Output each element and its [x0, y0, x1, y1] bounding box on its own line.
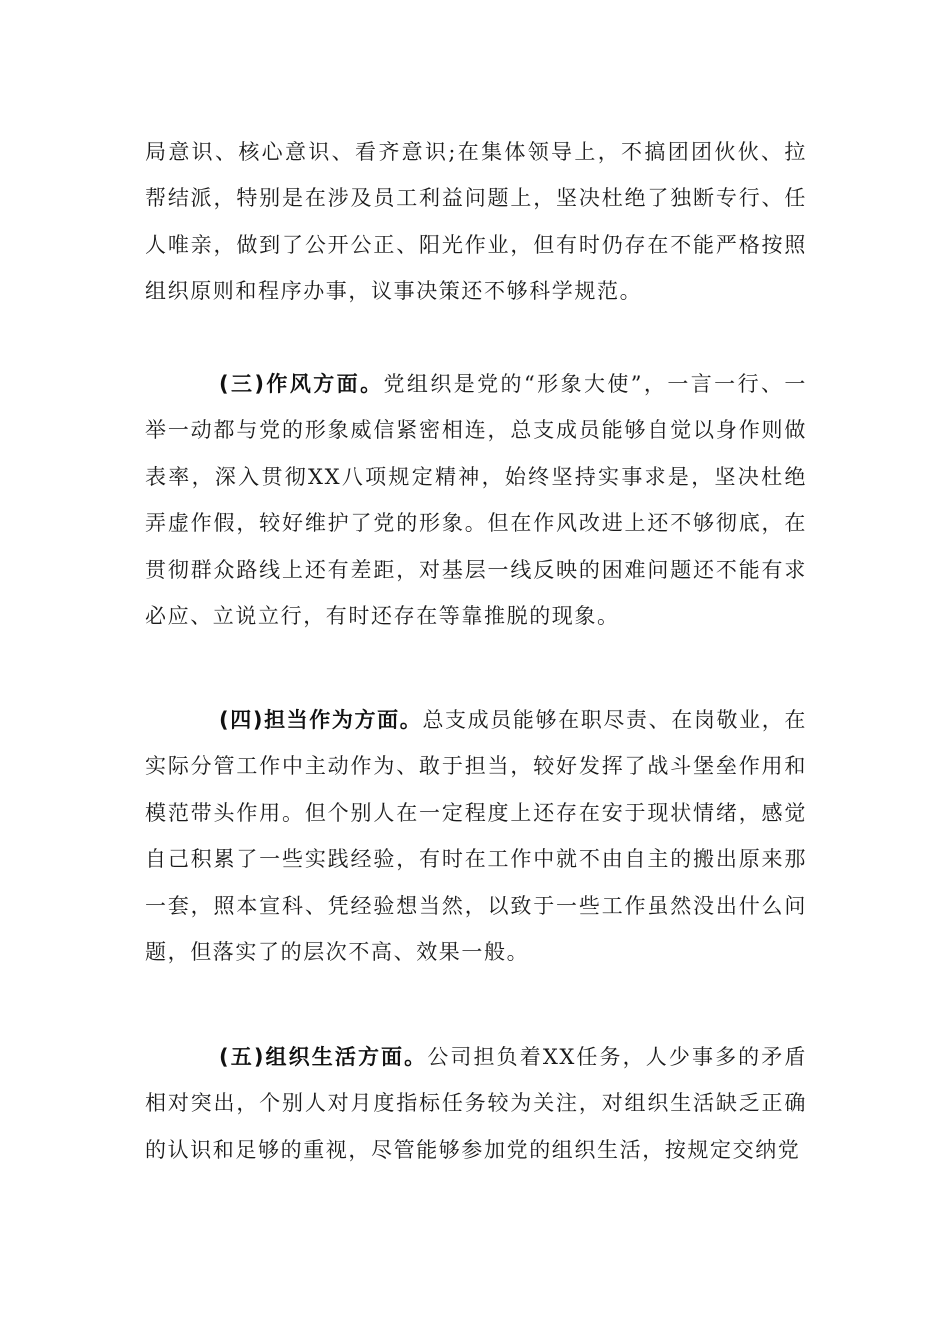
- paragraph-heading: (三)作风方面。: [219, 372, 384, 396]
- paragraph-heading: (五)组织生活方面。: [219, 1045, 428, 1069]
- paragraph-body: 公司担负着XX任务，人少事多的矛盾相对突出，个别人对月度指标任务较为关注，对组织生活缺乏正确的认识和足够的重视，尽管能够参加党的组织生活，按规定交纳党: [145, 1045, 807, 1162]
- paragraph-responsibility: [145, 697, 807, 975]
- paragraph-organization-life: [145, 1034, 807, 1173]
- paragraph-continuation: [145, 129, 807, 315]
- paragraph-body: 总支成员能够在职尽责、在岗敬业，在实际分管工作中主动作为、敢于担当，较好发挥了战斗堡垒作用和模范带头作用。但个别人在一定程度上还存在安于现状情绪，感觉自己积累了一些实践经验，有时在工作中就不由自主的搬出原来那一套，照本宣科、凭经验想当然，以致于一些工作虽然没出什么问题，但落实了的层次不高、效果一般。: [145, 708, 808, 965]
- paragraph-heading: (四)担当作为方面。: [219, 708, 423, 732]
- paragraph-work-style: [145, 361, 807, 639]
- paragraph-body: 局意识、核心意识、看齐意识;在集体领导上，不搞团团伙伙、拉帮结派，特别是在涉及员工利益问题上，坚决杜绝了独断专行、任人唯亲，做到了公开公正、阳光作业，但有时仍存在不能严格按照组织原则和程序办事，议事决策还不够科学规范。: [145, 140, 807, 304]
- paragraph-body: 党组织是党的“形象大使”，一言一行、一举一动都与党的形象威信紧密相连，总支成员能够自觉以身作则做表率，深入贯彻XX八项规定精神，始终坚持实事求是，坚决杜绝弄虚作假，较好维护了党的形象。但在作风改进上还不够彻底，在贯彻群众路线上还有差距，对基层一线反映的困难问题还不能有求必应、立说立行，有时还存在等靠推脱的现象。: [145, 372, 807, 629]
